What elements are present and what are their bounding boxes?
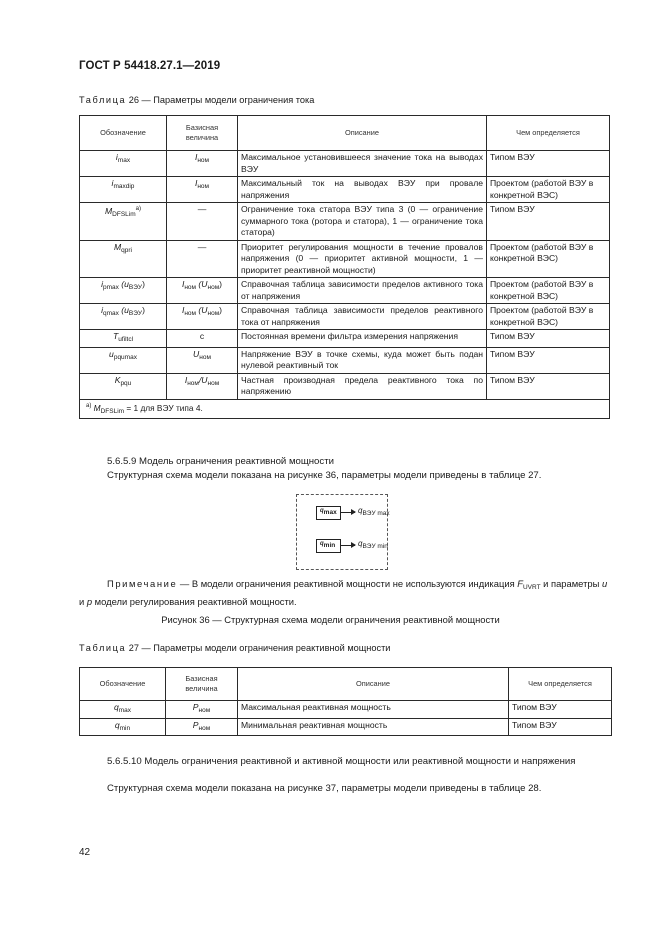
block-qmin: $q_{min}$: [316, 539, 341, 553]
cell-symbol: $q_{min}$: [80, 718, 166, 736]
table-row: [80, 240, 610, 278]
table-row: [80, 151, 610, 177]
cell-determined: Типом ВЭУ: [487, 151, 610, 177]
cell-description: Максимальная реактивная мощность: [238, 701, 509, 719]
cell-base: $I_{ном}$: [167, 151, 238, 177]
col-header-determined: Чем определяется: [487, 116, 610, 151]
table-row: [80, 347, 610, 373]
section-body-5-6-5-9: Структурная схема модели показана на рисунке 36, параметры модели приведены в таблице 27.: [107, 470, 542, 481]
cell-symbol: $M_{DFSLim}^{а)}$: [80, 203, 167, 241]
arrow-qmin: [340, 545, 355, 546]
cell-symbol: $i_{qmax}$ $(u_{ВЭУ})$: [80, 304, 167, 330]
arrow-qmax: [340, 512, 355, 513]
output-qvey-max: $q_{ВЭУ max}$: [358, 506, 390, 517]
table-row: [80, 701, 612, 719]
cell-base: $I_{ном}$ $(U_{ном})$: [167, 278, 238, 304]
table-row: [80, 177, 610, 203]
cell-symbol: $K_{pqu}$: [80, 373, 167, 399]
cell-base: $P_{ном}$: [166, 718, 238, 736]
cell-description: Минимальная реактивная мощность: [238, 718, 509, 736]
cell-symbol: $q_{max}$: [80, 701, 166, 719]
cell-symbol: $i_{maxdip}$: [80, 177, 167, 203]
col-header-base: Базисная величина: [167, 116, 238, 151]
col-header-symbol: Обозначение: [80, 116, 167, 151]
cell-determined: Типом ВЭУ: [487, 330, 610, 348]
cell-symbol: $u_{pqumax}$: [80, 347, 167, 373]
cell-determined: Проектом (работой ВЭУ в конкретной ВЭС): [487, 240, 610, 278]
cell-base: $I_{ном}/U_{ном}$: [167, 373, 238, 399]
col-header-description: Описание: [238, 668, 509, 701]
output-qvey-min: $q_{ВЭУ min}$: [358, 539, 388, 550]
table27: [79, 667, 612, 736]
cell-description: Справочная таблица зависимости пределов активного тока от напряжения: [238, 278, 487, 304]
cell-description: Частная производная предела реактивного тока по напряжению: [238, 373, 487, 399]
section-heading-5-6-5-9: 5.6.5.9 Модель ограничения реактивной мощности: [107, 456, 334, 467]
cell-determined: Проектом (работой ВЭУ в конкретной ВЭС): [487, 304, 610, 330]
cell-determined: Типом ВЭУ: [509, 718, 612, 736]
table26: [79, 115, 610, 419]
table-row: [80, 330, 610, 348]
document-header: ГОСТ Р 54418.27.1—2019: [79, 60, 221, 72]
cell-symbol: $T_{ufiltcl}$: [80, 330, 167, 348]
cell-base: $P_{ном}$: [166, 701, 238, 719]
cell-description: Максимальное установившееся значение тока на выводах ВЭУ: [238, 151, 487, 177]
cell-description: Справочная таблица зависимости пределов реактивного тока от напряжения: [238, 304, 487, 330]
col-header-determined: Чем определяется: [509, 668, 612, 701]
cell-base: $U_{ном}$: [167, 347, 238, 373]
cell-base: $I_{ном}$ $(U_{ном})$: [167, 304, 238, 330]
cell-determined: Типом ВЭУ: [487, 203, 610, 241]
cell-description: Постоянная времени фильтра измерения напряжения: [238, 330, 487, 348]
cell-symbol: $i_{pmax}$ $(u_{ВЭУ})$: [80, 278, 167, 304]
table-row: [80, 718, 612, 736]
cell-base: —: [167, 240, 238, 278]
table26-footnote: $^{а)}$ $M_{DFSLim} = 1$ для ВЭУ типа 4.: [80, 399, 610, 418]
cell-determined: Проектом (работой ВЭУ в конкретной ВЭС): [487, 278, 610, 304]
cell-base: —: [167, 203, 238, 241]
table26-caption: Таблица 26 — Параметры модели ограничения тока: [79, 95, 315, 105]
block-qmax: $q_{max}$: [316, 506, 341, 520]
cell-description: Ограничение тока статора ВЭУ типа 3 (0 — ограничение суммарного тока (ротора и статора), 1 — ограничение тока статора): [238, 203, 487, 241]
table26-footnote-row: [80, 399, 610, 418]
col-header-symbol: Обозначение: [80, 668, 166, 701]
section-heading-5-6-5-10: 5.6.5.10 Модель ограничения реактивной и активной мощности или реактивной мощности и напряжения: [107, 756, 576, 767]
page-number: 42: [79, 847, 91, 858]
cell-description: Максимальный ток на выводах ВЭУ при провале напряжения: [238, 177, 487, 203]
table26-header-row: [80, 116, 610, 151]
col-header-base: Базисная величина: [166, 668, 238, 701]
table27-header-row: [80, 668, 612, 701]
section-body-5-6-5-10: Структурная схема модели показана на рисунке 37, параметры модели приведены в таблице 28.: [107, 783, 542, 794]
table27-caption: Таблица 27 — Параметры модели ограничения реактивной мощности: [79, 643, 391, 653]
table-row: [80, 373, 610, 399]
cell-determined: Типом ВЭУ: [487, 347, 610, 373]
cell-description: Напряжение ВЭУ в точке схемы, куда может быть подан нулевой реактивный ток: [238, 347, 487, 373]
cell-determined: Типом ВЭУ: [487, 373, 610, 399]
col-header-description: Описание: [238, 116, 487, 151]
figure36-note: Примечание — В модели ограничения реактивной мощности не используются индикация $F_{UVRT}$ и параметры u и p модели регулирования реактивной мощности.: [79, 578, 608, 607]
cell-symbol: $i_{max}$: [80, 151, 167, 177]
table-row: [80, 203, 610, 241]
cell-base: $I_{ном}$: [167, 177, 238, 203]
cell-determined: Проектом (работой ВЭУ в конкретной ВЭС): [487, 177, 610, 203]
cell-determined: Типом ВЭУ: [509, 701, 612, 719]
cell-base: с: [167, 330, 238, 348]
figure36-caption: Рисунок 36 — Структурная схема модели ограничения реактивной мощности: [161, 614, 500, 625]
table-row: [80, 304, 610, 330]
cell-description: Приоритет регулирования мощности в течение провалов напряжения (0 — приоритет активной мощности, 1 — приоритет реактивной мощности): [238, 240, 487, 278]
table-row: [80, 278, 610, 304]
cell-symbol: $M_{qpri}$: [80, 240, 167, 278]
